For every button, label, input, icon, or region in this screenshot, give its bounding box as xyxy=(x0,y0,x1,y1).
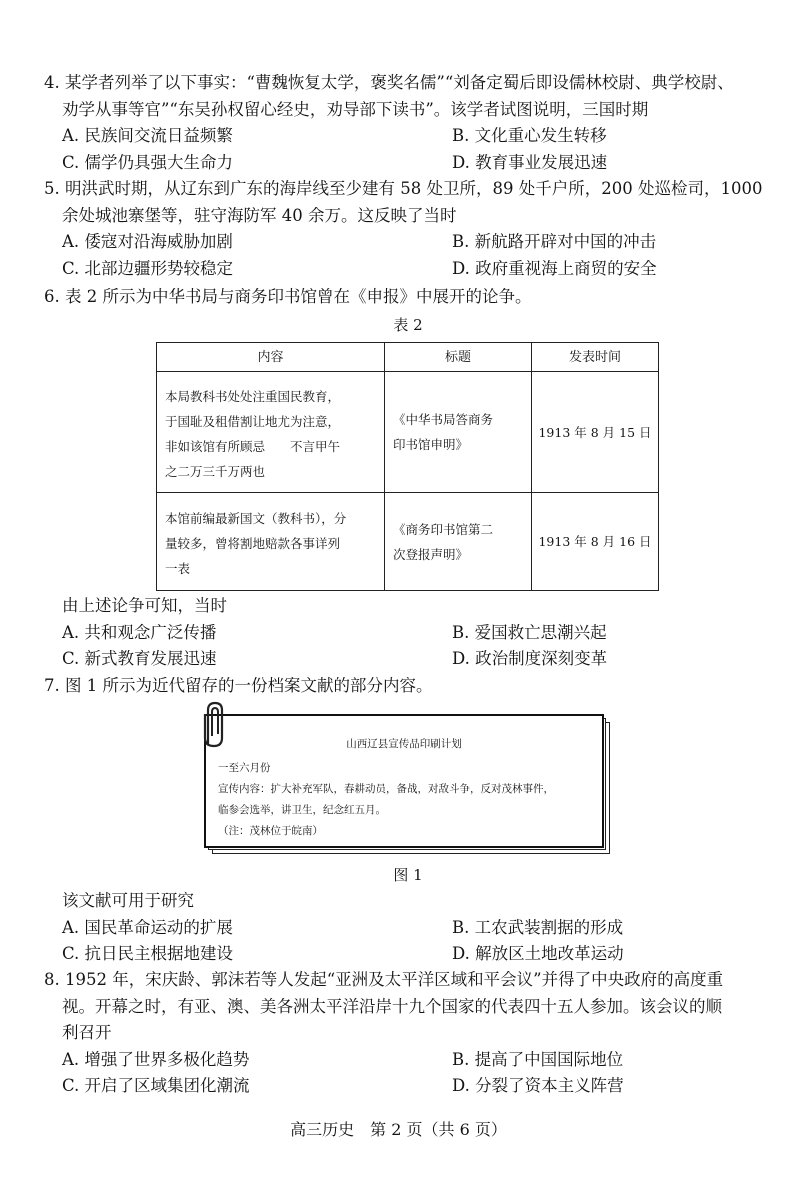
cell-line: 本馆前编最新国文（教科书），分 xyxy=(165,511,347,526)
table-2 xyxy=(156,342,659,591)
question-8-stem-line-3: 利召开 xyxy=(62,1023,112,1042)
table-header-content: 内容 xyxy=(157,343,385,372)
question-5-option-d[interactable]: D. 政府重视海上商贸的安全 xyxy=(452,258,657,278)
question-8-stem-line-1: 8. 1952 年，宋庆龄、郭沫若等人发起“亚洲及太平洋区域和平会议”并得了中央政府的高度重 xyxy=(44,970,724,989)
table-header-title: 标题 xyxy=(385,343,532,372)
question-6-option-d[interactable]: D. 政治制度深刻变革 xyxy=(452,649,608,668)
question-4-option-d[interactable]: D. 教育事业发展迅速 xyxy=(452,152,608,172)
cell-line: 印书馆申明》 xyxy=(393,437,469,452)
question-6-options xyxy=(62,620,764,673)
cell-line: 非如该馆有所顾忌 不言甲午 xyxy=(165,439,341,454)
question-4-stem-line-1: 4. 某学者列举了以下事实：“曹魏恢复太学，褒奖名儒”“刘备定蜀后即设儒林校尉、典学校尉、 xyxy=(44,73,734,92)
question-4-option-c[interactable]: C. 儒学仍具强大生命力 xyxy=(62,152,234,172)
document-line-4: （注：茂林位于皖南） xyxy=(218,825,323,837)
question-8-option-d[interactable]: D. 分裂了资本主义阵营 xyxy=(452,1076,624,1095)
question-5-stem xyxy=(44,176,764,229)
question-4-option-b[interactable]: B. 文化重心发生转移 xyxy=(452,126,607,145)
cell-line: 一表 xyxy=(165,561,191,576)
question-7-option-b[interactable]: B. 工农武装割据的形成 xyxy=(452,917,624,937)
cell-line: 本局教科书处处注重国民教育， xyxy=(165,389,341,404)
table-row xyxy=(157,493,659,591)
table-cell-title xyxy=(385,493,532,591)
question-5-options xyxy=(62,229,764,282)
question-8-options xyxy=(62,1047,764,1100)
cell-line: 量较多，曾将割地赔款各事详列 xyxy=(165,536,341,551)
question-7-question xyxy=(44,888,764,915)
document-line-3: 临参会选举，讲卫生，纪念红五月。 xyxy=(218,804,386,816)
question-6-stem xyxy=(44,284,764,311)
question-4-stem-line-2: 劝学从事等官”“东吴孙权留心经史，劝导部下读书”。该学者试图说明，三国时期 xyxy=(62,99,649,119)
question-4-stem xyxy=(44,70,764,123)
cell-line: 于国耻及租借割让地尤为注意， xyxy=(165,414,341,429)
figure-caption: 图 1 xyxy=(393,866,423,884)
question-5 xyxy=(44,176,764,282)
question-8 xyxy=(44,967,764,1100)
page-footer: 高三历史 第 2 页（共 6 页） xyxy=(290,1120,507,1139)
question-8-stem xyxy=(44,967,764,1047)
paper-stack-front xyxy=(204,714,604,848)
question-7-options xyxy=(62,915,764,968)
table-cell-date: 1913 年 8 月 15 日 xyxy=(532,372,659,493)
question-5-option-b[interactable]: B. 新航路开辟对中国的冲击 xyxy=(452,232,657,251)
question-7-option-a[interactable]: A. 国民革命运动的扩展 xyxy=(62,917,233,937)
question-8-option-c[interactable]: C. 开启了区域集团化潮流 xyxy=(62,1076,250,1095)
figure-1-document xyxy=(204,714,614,859)
cell-line: 次登报声明》 xyxy=(393,546,469,562)
question-4 xyxy=(44,70,764,176)
question-7-followup xyxy=(44,888,764,968)
paperclip-icon xyxy=(194,700,234,750)
document-line-1: 一至六月份 xyxy=(218,762,271,774)
question-5-stem-line-1: 5. 明洪武时期，从辽东到广东的海岸线至少建有 58 处卫所，89 处千户所，200 处巡检司，1000 xyxy=(44,179,763,198)
table-header-date: 发表时间 xyxy=(532,343,659,372)
cell-line: 《商务印书馆第二 xyxy=(393,521,494,537)
question-5-option-a[interactable]: A. 倭寇对沿海威胁加剧 xyxy=(62,232,233,251)
question-7-stem-line: 7. 图 1 所示为近代留存的一份档案文献的部分内容。 xyxy=(44,676,433,695)
question-5-stem-line-2: 余处城池寨堡等，驻守海防军 40 余万。这反映了当时 xyxy=(62,205,457,225)
table-cell-content xyxy=(157,493,385,591)
question-6-question xyxy=(44,593,764,620)
table-cell-content xyxy=(157,372,385,493)
question-6-followup xyxy=(44,593,764,673)
question-8-stem-line-2: 视。开幕之时，有亚、澳、美各洲太平洋沿岸十九个国家的代表四十五人参加。该会议的顺 xyxy=(62,996,722,1016)
table-cell-date: 1913 年 8 月 16 日 xyxy=(532,493,659,591)
question-8-option-b[interactable]: B. 提高了中国国际地位 xyxy=(452,1049,624,1069)
question-7-stem xyxy=(44,673,764,700)
question-7-option-c[interactable]: C. 抗日民主根据地建设 xyxy=(62,944,234,963)
document-title: 山西辽县宣传品印刷计划 xyxy=(346,738,462,750)
table-row xyxy=(157,372,659,493)
question-6-stem-line: 6. 表 2 所示为中华书局与商务印书馆曾在《申报》中展开的论争。 xyxy=(44,287,532,306)
cell-line: 之二万三千万两也 xyxy=(165,464,266,479)
question-7-option-d[interactable]: D. 解放区土地改革运动 xyxy=(452,944,624,963)
question-4-option-a[interactable]: A. 民族间交流日益频繁 xyxy=(62,126,233,145)
question-6-option-b[interactable]: B. 爱国救亡思潮兴起 xyxy=(452,622,607,642)
question-7 xyxy=(44,673,764,700)
table-header-row xyxy=(157,343,659,372)
question-6-option-c[interactable]: C. 新式教育发展迅速 xyxy=(62,649,217,668)
question-6-option-a[interactable]: A. 共和观念广泛传播 xyxy=(62,622,217,642)
table-caption: 表 2 xyxy=(393,316,423,334)
question-8-option-a[interactable]: A. 增强了世界多极化趋势 xyxy=(62,1049,250,1069)
table-cell-title xyxy=(385,372,532,493)
document-line-2: 宣传内容：扩大补充军队，春耕动员，备战，对敌斗争，反对茂林事件， xyxy=(218,783,554,795)
question-6-question-line: 由上述论争可知，当时 xyxy=(62,596,227,615)
question-4-options xyxy=(62,123,764,176)
question-5-option-c[interactable]: C. 北部边疆形势较稳定 xyxy=(62,258,234,278)
question-6 xyxy=(44,284,764,311)
cell-line: 《中华书局答商务 xyxy=(393,412,494,427)
question-7-question-line: 该文献可用于研究 xyxy=(62,891,194,910)
